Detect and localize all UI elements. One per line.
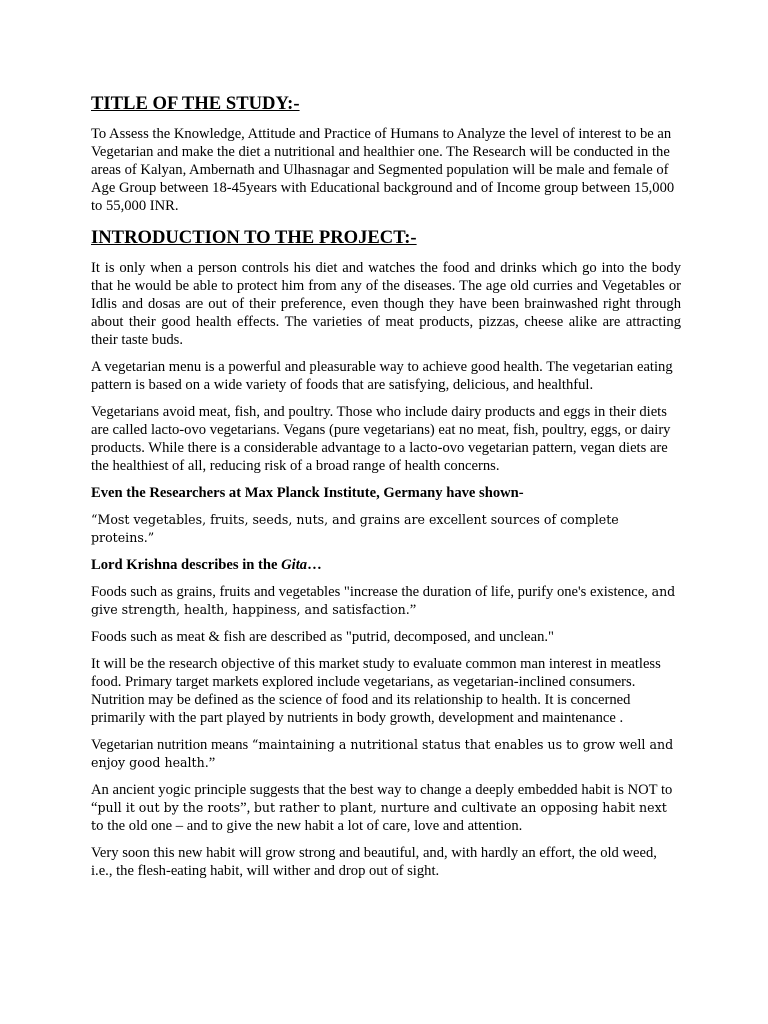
gita-foods-part-1: Foods such as grains, fruits and vegetables "increase the duration of life, purify one's existence, <box>91 584 652 600</box>
gita-foods-part-2: and give strength, health, happiness, and satisfaction. <box>91 584 676 617</box>
intro-paragraph-1: It is only when a person controls his diet and watches the food and drinks which go into the body that he would be able to protect him from any of the diseases. The age old curries and Vegetables or Idlis and dosas are out of their preference, even though they have been brainwashed right through about their good health effects. The varieties of meat products, pizzas, cheese alike are attracting their taste buds. <box>91 260 681 348</box>
researchers-statement: Even the Researchers at Max Planck Institute, Germany have shown- <box>91 485 524 501</box>
yogic-part-2: pull it out by the roots <box>97 800 241 815</box>
krishna-suffix: … <box>307 557 322 573</box>
document-page <box>91 93 681 889</box>
research-objective-paragraph: It will be the research objective of this market study to evaluate common man interest in meatless food. Primary target markets explored include vegetarians, as vegetarian-inclined consumers. Nutrition may be defined as the science of food and its relationship to health. It is concerned primarily with the part played by nutrients in body growth, development and maintenance . <box>91 656 661 726</box>
study-title-paragraph: To Assess the Knowledge, Attitude and Practice of Humans to Analyze the level of interest to be an Vegetarian and make the diet a nutritional and healthier one. The Research will be conducted in the areas of Kalyan, Ambernath and Ulhasnagar and Segmented population will be male and female of Age Group between 18-45years with Educational background and of Income group between 15,000 to 55,000 INR. <box>91 126 675 214</box>
intro-paragraph-2: A vegetarian menu is a powerful and pleasurable way to achieve good health. The vegetarian eating pattern is based on a wide variety of foods that are satisfying, delicious, and healthful. <box>91 359 673 393</box>
gita-text: Gita <box>281 557 308 573</box>
yogic-part-5: the old one – and to give the new habit a lot of care, love and attention. <box>103 818 523 834</box>
yogic-part-1: An ancient yogic principle suggests that the best way to change a deeply embedded habit is NOT to “ <box>91 782 673 816</box>
proteins-quote-text: “Most vegetables, fruits, seeds, nuts, and grains are excellent sources of complete proteins.” <box>91 512 619 545</box>
krishna-statement <box>91 556 681 574</box>
yogic-part-3: ”, <box>240 800 254 816</box>
yogic-principle-paragraph <box>91 781 681 835</box>
study-title-heading: TITLE OF THE STUDY:- <box>91 93 300 114</box>
vegetarian-nutrition-part-1: Vegetarian nutrition means <box>91 737 252 753</box>
vegetarian-nutrition-part-3: ” <box>208 755 216 771</box>
gita-foods-part-3: ” <box>409 602 417 618</box>
krishna-prefix: Lord Krishna describes in the <box>91 557 282 573</box>
introduction-heading: INTRODUCTION TO THE PROJECT:- <box>91 227 417 248</box>
yogic-part-4: but rather to plant, nurture and cultivate an opposing habit next to <box>91 800 667 833</box>
new-habit-paragraph: Very soon this new habit will grow strong and beautiful, and, with hardly an effort, the old weed, i.e., the flesh-eating habit, will wither and drop out of sight. <box>91 845 657 879</box>
vegetarian-nutrition-paragraph <box>91 736 681 772</box>
meat-fish-paragraph: Foods such as meat & fish are described as "putrid, decomposed, and unclean." <box>91 629 554 645</box>
vegetarian-nutrition-part-2: “maintaining a nutritional status that enables us to grow well and enjoy good health. <box>91 737 674 770</box>
proteins-quote <box>91 511 681 547</box>
gita-foods-paragraph <box>91 583 681 619</box>
intro-paragraph-3: Vegetarians avoid meat, fish, and poultry. Those who include dairy products and eggs in their diets are called lacto-ovo vegetarians. Vegans (pure vegetarians) eat no meat, fish, poultry, eggs, or dairy products. While there is a considerable advantage to a lacto-ovo vegetarian pattern, vegan diets are the healthiest of all, reducing risk of a broad range of health concerns. <box>91 404 671 474</box>
